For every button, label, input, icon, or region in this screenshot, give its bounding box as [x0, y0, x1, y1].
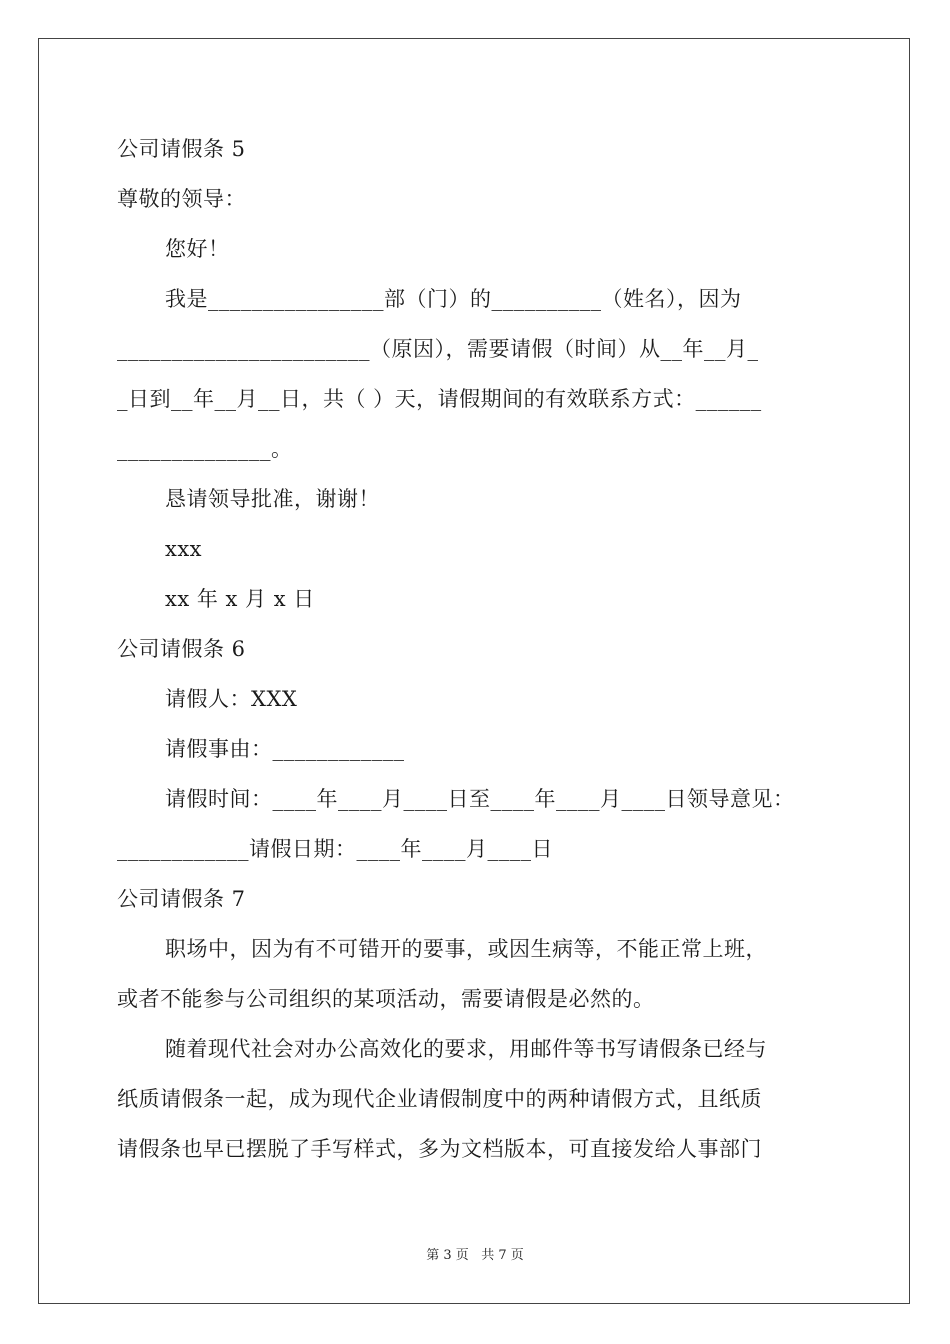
paragraph-line: 职场中，因为有不可错开的要事，或因生病等，不能正常上班，	[165, 937, 767, 961]
salutation: 尊敬的领导：	[117, 187, 246, 211]
section-heading-6: 公司请假条 6	[117, 637, 246, 661]
form-field-date: ____________请假日期：____年____月____日	[117, 837, 553, 861]
body-line: 我是________________部（门）的__________（姓名），因为	[165, 287, 742, 311]
page-border	[38, 38, 910, 1304]
form-field-reason: 请假事由：____________	[165, 737, 405, 761]
greeting: 您好！	[165, 237, 230, 261]
paragraph-line: 纸质请假条一起，成为现代企业请假制度中的两种请假方式，且纸质	[117, 1087, 762, 1111]
body-line: ______________。	[117, 437, 293, 461]
date-line: xx 年 x 月 x 日	[165, 587, 315, 611]
signature: xxx	[165, 537, 203, 561]
section-heading-5: 公司请假条 5	[117, 137, 246, 161]
page-footer: 第 3 页 共 7 页	[426, 1248, 524, 1263]
body-line: _______________________（原因），需要请假（时间）从__年__月_	[117, 337, 759, 361]
form-field-time: 请假时间：____年____月____日至____年____月____日领导意见：	[165, 787, 795, 811]
body-line: _日到__年__月__日，共（ ）天，请假期间的有效联系方式：______	[117, 387, 762, 411]
paragraph-line: 请假条也早已摆脱了手写样式，多为文档版本，可直接发给人事部门	[117, 1137, 762, 1161]
paragraph-line: 随着现代社会对办公高效化的要求，用邮件等书写请假条已经与	[165, 1037, 767, 1061]
paragraph-line: 或者不能参与公司组织的某项活动，需要请假是必然的。	[117, 987, 655, 1011]
section-heading-7: 公司请假条 7	[117, 887, 246, 911]
form-field-applicant: 请假人：XXX	[165, 687, 298, 711]
closing-line: 恳请领导批准，谢谢！	[165, 487, 380, 511]
